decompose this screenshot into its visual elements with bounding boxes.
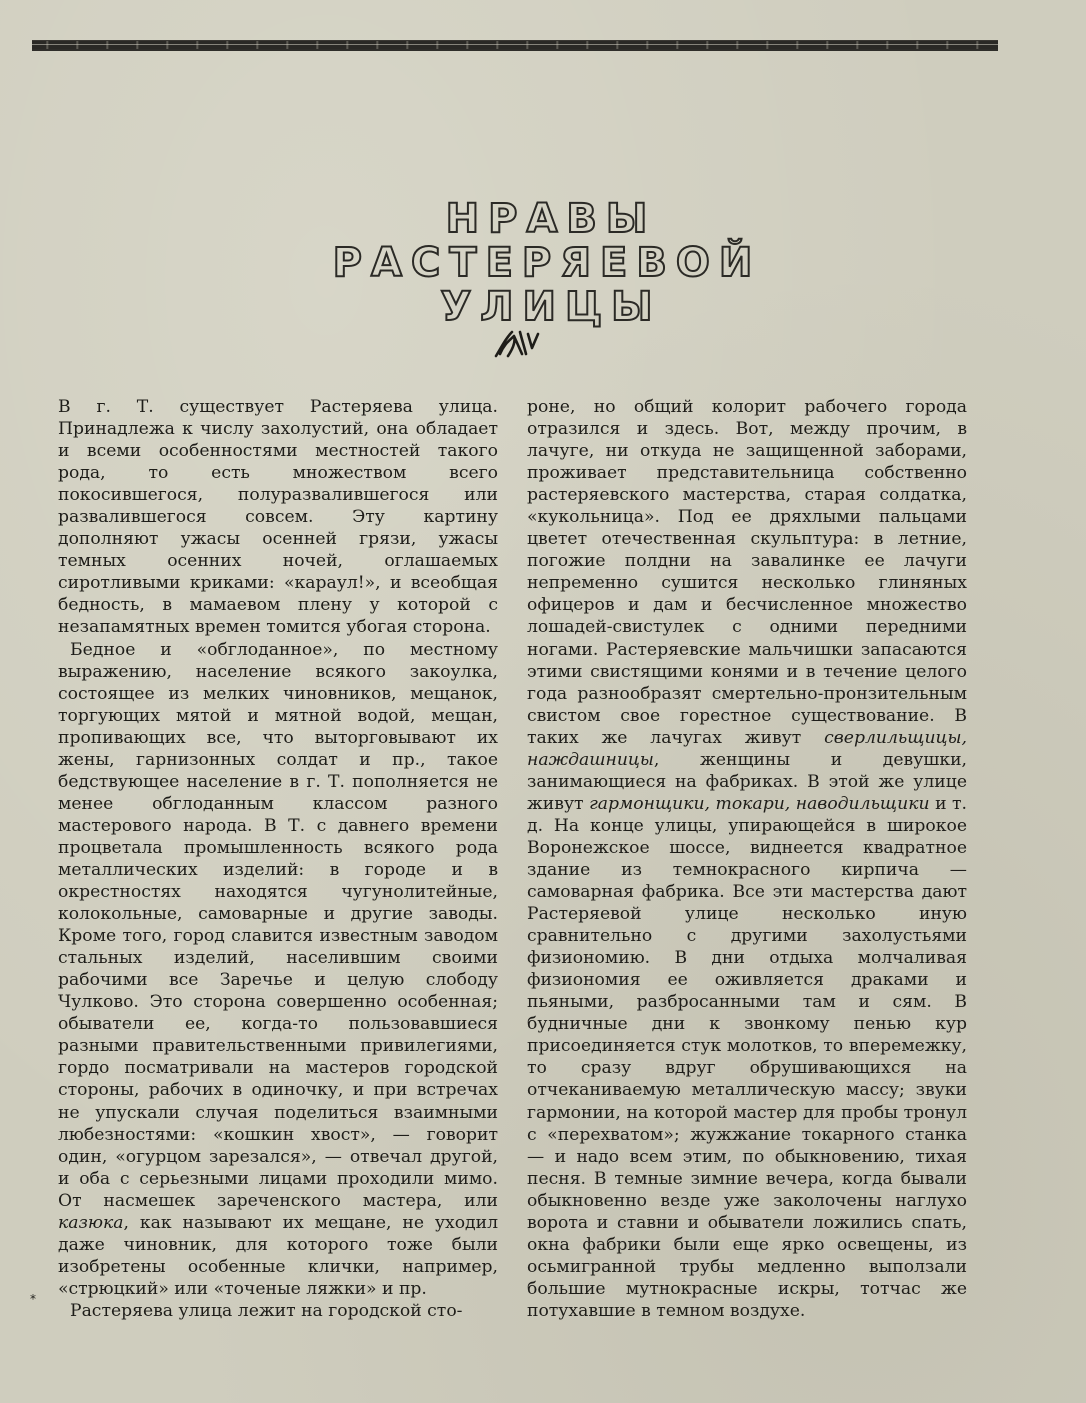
paragraph-left-2-italic: казюка xyxy=(58,1212,124,1233)
paragraph-left-2-text-a: Бедное и «обглоданное», по местному выражению, население всякого закоулка, состоящее из мелких чиновников, мещанок, торгующих мятой и мятной водой, мещан, пропивающих все, что выторговывают их жены, гарнизонных солдат и пр., такое бедствующее население в г. Т. пополняется не менее обглоданным классом разного мастерового народа. В Т. с давнего времени процветала промышленность всякого рода металлических изделий: в городе и в окрестностях находятся чугунолитейные, колокольные, самоварные и другие заводы. Кроме того, город славится известным заводом стальных изделий, населившим своими рабочими все Заречье и целую слободу Чулково. Это сторона совершенно особенная; обыватели ее, когда-то пользовавшиеся разными правительственными привилегиями, гордо посматривали на мастеров городской стороны, рабочих в одиночку, и при встречах не упускали случая поделиться взаимными любезностями: «кошкин хвост», — говорит один, «огурцом зарезался», — отвечал другой, и оба с серьезными лицами проходили мимо. От насмешек зареченского мастера, или xyxy=(58,639,498,1211)
paragraph-right-1-text-a: роне, но общий колорит рабочего города отразился и здесь. Вот, между прочим, в лачуге, ни откуда не защищенной заборами, проживает представительница собственно растеряевского мастерства, старая солдатка, «кукольница». Под ее дряхлыми пальцами цветет отечественная скульптура: в летние, погожие полдни на завалинке ее лачуги непременно сушится несколько глиняных офицеров и дам и бесчисленное множество лошадей-свистулек с одними передними ногами. Растеряевские мальчишки запасаются этими свистящими конями и в течение целого года разнообразят смертельно-пронзительным свистом свое горестное существование. В таких же лачугах живут xyxy=(527,397,967,748)
text-column-left xyxy=(58,396,498,1322)
paragraph-left-3: Растеряева улица лежит на городской сто- xyxy=(70,1300,463,1321)
title-line-2: РАСТЕРЯЕВОЙ xyxy=(332,240,762,286)
paragraph-right-1-text-b: , женщины и девушки, занимающиеся на фабриках. В этой же улице живут xyxy=(527,749,967,814)
paragraph-right-1-italic-1: сверлильщицы, наждашницы xyxy=(527,727,967,770)
paragraph-right-1-text-c: и т. д. На конце улицы, упирающейся в широкое Воронежское шоссе, виднеется квадратное здание из темнокрасного кирпича — самоварная фабрика. Все эти мастерства дают Растеряевой улице несколько иную сравнительно с другими захолустьями физиономию. В дни отдыха молчаливая физиономия ее оживляется драками и пьяными, разбросанными там и сям. В будничные дни к звонкому пенью кур присоединяется стук молотков, то вперемежку, то сразу вдруг обрушивающихся на отчеканиваемую металлическую массу; звуки гармонии, на которой мастер для пробы тронул с «перехватом»; жужжание токарного станка — и надо всем этим, по обыкновению, тихая песня. В темные зимние вечера, когда бывали обыкновенно везде уже заколочены наглухо ворота и ставни и обыватели ложились спать, окна фабрики были еще ярко освещены, из осьмигранной трубы медленно выползали большие мутнокрасные искры, тотчас же потухавшие в темном воздухе. xyxy=(527,793,968,1321)
paragraph-right-1 xyxy=(527,396,967,1322)
author-monogram-signature xyxy=(492,326,542,360)
title-line-3: УЛИЦЫ xyxy=(440,284,662,330)
paragraph-left-2-text-b: , как называют их мещане, не уходил даже чиновник, для которого тоже были изобретены особенные клички, например, «стрюцкий» или «точеные ляжки» и пр. xyxy=(58,1212,498,1299)
text-column-right xyxy=(527,396,967,1322)
footnote-asterisk: * xyxy=(30,1292,36,1306)
paragraph-right-1-italic-2: гармонщики, токари, наводильщики xyxy=(589,793,930,814)
paragraph-left-2 xyxy=(58,639,498,1300)
title-line-1: НРАВЫ xyxy=(445,196,657,242)
top-decorative-rule xyxy=(32,40,998,51)
paragraph-left-1: В г. Т. существует Растеряева улица. Принадлежа к числу захолустий, она обладает и всеми особенностями местностей такого рода, то есть множеством всего покосившегося, полуразвалившегося или развалившегося совсем. Эту картину дополняют ужасы осенней грязи, ужасы темных осенних ночей, оглашаемых сиротливыми криками: «караул!», и всеобщая бедность, в мамаевом плену у которой с незапамятных времен томится убогая сторона. xyxy=(58,397,498,638)
